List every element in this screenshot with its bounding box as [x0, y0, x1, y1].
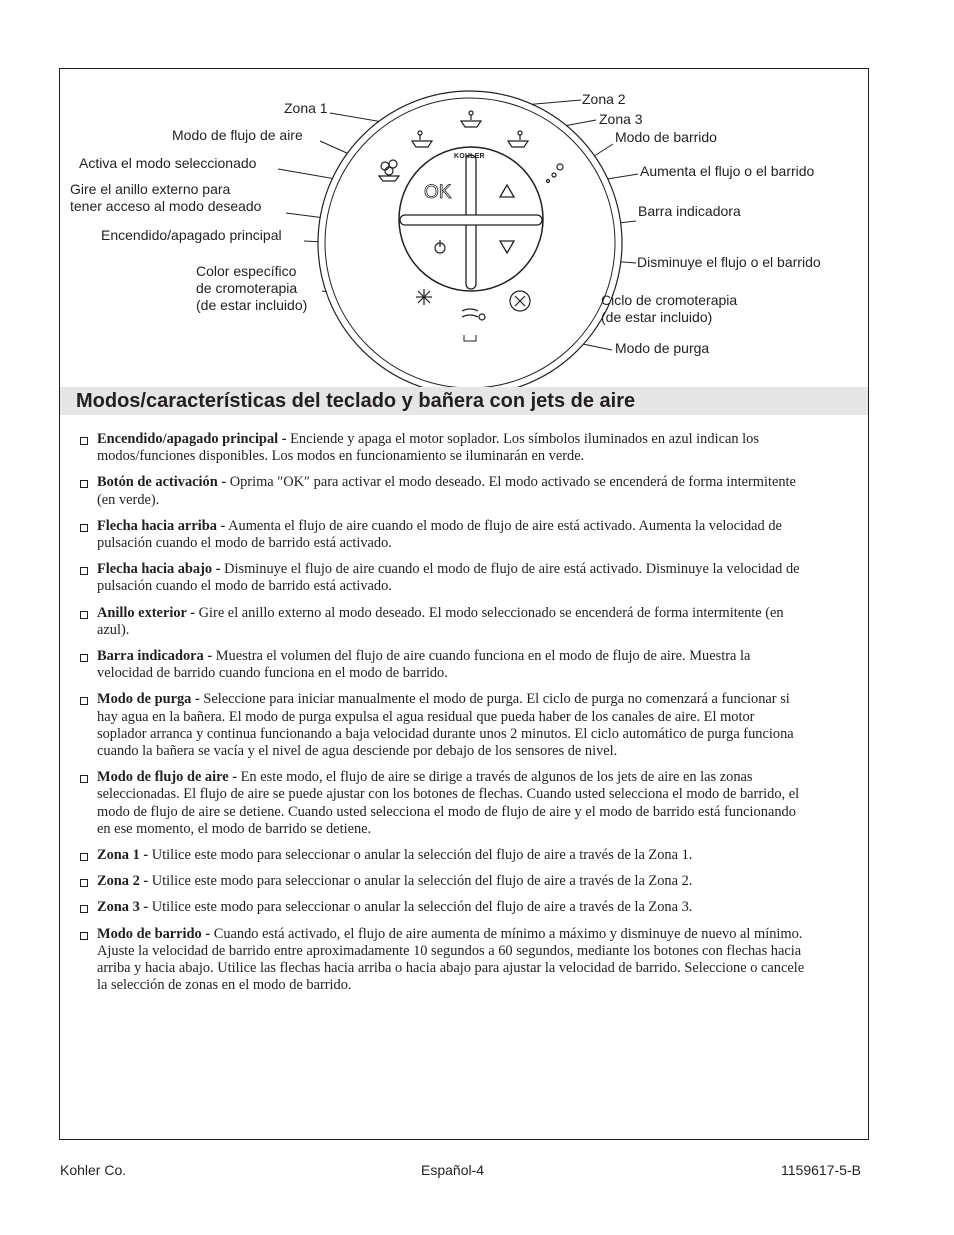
zone-3-icon[interactable] — [504, 127, 532, 151]
airflow-icon[interactable] — [376, 157, 402, 183]
item-term: Zona 2 - — [97, 873, 149, 890]
item-text: Oprima ″OK″ para activar el modo deseado. El modo activado se encenderá de forma intermitente (en verde). — [97, 474, 796, 508]
power-icon[interactable] — [431, 237, 449, 255]
zone-1-icon[interactable] — [408, 127, 436, 151]
footer-left: Kohler Co. — [60, 1162, 127, 1178]
list-item — [60, 899, 807, 916]
list-item — [60, 561, 807, 595]
item-text: Gire el anillo externo al modo deseado. El modo seleccionado se encenderá de forma intermitente (en azul). — [97, 604, 784, 638]
item-text: Utilice este modo para seleccionar o anular la selección del flujo de aire a través de la Zona 2. — [148, 873, 693, 890]
square-bullet-icon — [80, 654, 88, 662]
list-item — [60, 518, 807, 552]
callout-ciclo: Ciclo de cromoterapia (de estar incluido) — [601, 292, 738, 325]
item-term: Modo de flujo de aire - — [97, 769, 238, 786]
item-term: Barra indicadora - — [97, 648, 213, 665]
item-term: Zona 3 - — [97, 899, 149, 916]
list-item — [60, 691, 807, 760]
purge-icon[interactable] — [460, 305, 488, 323]
callout-zona-2: Zona 2 — [582, 91, 626, 107]
callout-modo-flujo: Modo de flujo de aire — [172, 127, 303, 143]
item-text: Utilice este modo para seleccionar o anular la selección del flujo de aire a través de la Zona 1. — [148, 847, 693, 864]
footer-right: 1159617-5-B — [781, 1162, 861, 1178]
callout-zona-1: Zona 1 — [284, 100, 328, 116]
list-item — [60, 431, 807, 465]
item-term: Modo de purga - — [97, 691, 200, 708]
item-term: Flecha hacia arriba - — [97, 517, 226, 534]
list-item — [60, 648, 807, 682]
list-item — [60, 873, 807, 890]
ok-button[interactable]: OK — [424, 182, 452, 203]
square-bullet-icon — [80, 905, 88, 913]
square-bullet-icon — [80, 524, 88, 532]
section-heading-bar — [60, 387, 868, 415]
item-text: Aumenta el flujo de aire cuando el modo de flujo de aire está activado. Aumenta la velocidad de pulsación cuando el modo de barrido está activado. — [97, 517, 782, 552]
callout-color: Color específico de cromoterapia (de estar incluido) — [196, 263, 308, 313]
feature-list — [60, 431, 868, 1003]
item-text: Muestra el volumen del flujo de aire cuando funciona en el modo de flujo de aire. Muestra la velocidad de barrido cuando funciona en el modo de barrido. — [97, 648, 751, 682]
square-bullet-icon — [80, 611, 88, 619]
callout-disminuye: Disminuye el flujo o el barrido — [637, 254, 821, 270]
chroma-color-icon[interactable] — [414, 287, 434, 307]
item-text: Disminuye el flujo de aire cuando el modo de flujo de aire está activado. Disminuye la velocidad de pulsación cuando el modo de barrido está activado. — [97, 561, 800, 595]
item-text: Seleccione para iniciar manualmente el modo de purga. El ciclo de purga no comenzará a funcionar si hay agua en la bañera. El modo de purga expulsa el agua residual que pueda haber de los canales de aire. El motor soplador arranca y continua funcionando a baja velocidad durante unos 2 minutos. El ciclo automático de purga funciona cuando la bañera se vacía y el nivel de agua desciende por debajo de los sensores de nivel. — [97, 691, 794, 760]
square-bullet-icon — [80, 932, 88, 940]
item-term: Zona 1 - — [97, 847, 149, 864]
item-text: Cuando está activado, el flujo de aire aumenta de mínimo a máximo y disminuye de nuevo al mínimo. Ajuste la velocidad de barrido entre aproximadamente 10 segundos a 60 segundos, mediante los botones con flechas hacia arriba y hacia abajo. Utilice las flechas hacia arriba o hacia abajo para ajustar la velocidad de barrido. Seleccione o cancele la selección de zonas en el modo de barrido. — [97, 925, 805, 994]
callout-purga: Modo de purga — [615, 340, 710, 356]
square-bullet-icon — [80, 437, 88, 445]
item-term: Encendido/apagado principal - — [97, 431, 287, 447]
zone-2-icon[interactable] — [457, 107, 485, 131]
callout-aumenta: Aumenta el flujo o el barrido — [640, 163, 815, 179]
list-item — [60, 847, 807, 864]
footer-center: Español-4 — [421, 1162, 485, 1178]
callout-barra: Barra indicadora — [638, 203, 741, 219]
square-bullet-icon — [80, 775, 88, 783]
square-bullet-icon — [80, 567, 88, 575]
item-text: En este modo, el flujo de aire se dirige a través de algunos de los jets de aire en las zonas seleccionadas. El flujo de aire se puede ajustar con los botones de flechas. Cuando usted selecciona el modo de barrido, el modo de flujo de aire se detiene. Cuando usted selecciona el modo de flujo de aire y el modo de barrido está funcionando en ese momento, el modo de barrido se detiene. — [97, 769, 800, 837]
down-arrow-icon[interactable] — [496, 237, 518, 257]
item-term: Modo de barrido - — [97, 925, 211, 942]
item-text: Utilice este modo para seleccionar o anular la selección del flujo de aire a través de la Zona 3. — [148, 899, 693, 916]
sweep-icon[interactable] — [544, 161, 566, 185]
list-item — [60, 769, 807, 838]
list-item — [60, 605, 807, 639]
square-bullet-icon — [80, 697, 88, 705]
keypad-diagram — [60, 69, 870, 387]
callout-barrido: Modo de barrido — [615, 129, 717, 145]
callout-encendido: Encendido/apagado principal — [101, 227, 282, 243]
brand-logo: KOHLER — [454, 153, 485, 160]
callout-activa: Activa el modo seleccionado — [79, 155, 257, 171]
list-item — [60, 926, 807, 995]
up-arrow-icon[interactable] — [496, 181, 518, 201]
item-term: Botón de activación - — [97, 474, 227, 491]
callout-zona-3: Zona 3 — [599, 111, 643, 127]
item-text: Enciende y apaga el motor soplador. Los símbolos iluminados en azul indican los modos/funciones disponibles. Los modos en funcionamiento se iluminarán en verde. — [97, 431, 759, 465]
list-item — [60, 474, 807, 508]
item-term: Anillo exterior - — [97, 604, 196, 621]
callout-gire: Gire el anillo externo para tener acceso al modo deseado — [70, 181, 262, 214]
square-bullet-icon — [80, 879, 88, 887]
square-bullet-icon — [80, 480, 88, 488]
item-term: Flecha hacia abajo - — [97, 561, 221, 578]
page-frame — [59, 68, 869, 1140]
square-bullet-icon — [80, 853, 88, 861]
chroma-cycle-icon[interactable] — [508, 289, 532, 313]
section-heading: Modos/características del teclado y bañera con jets de aire — [76, 390, 636, 412]
